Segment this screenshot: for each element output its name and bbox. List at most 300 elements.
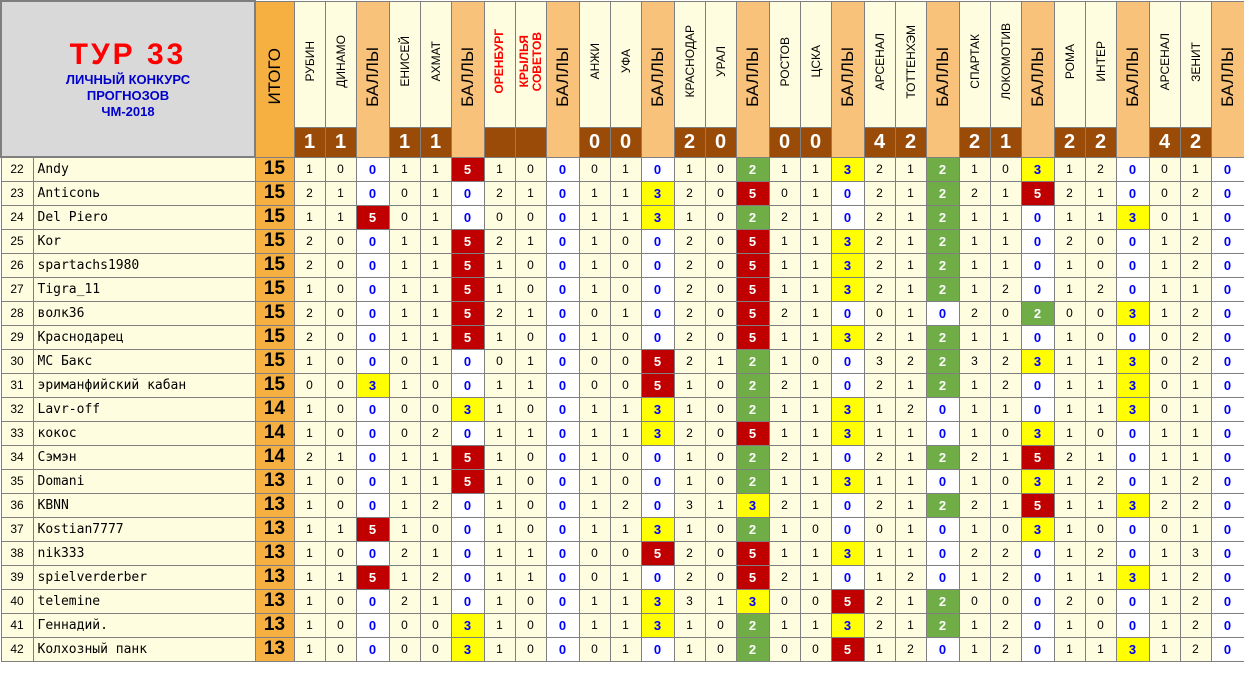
- match-points: 0: [1021, 253, 1054, 277]
- prediction-home: 1: [674, 637, 705, 661]
- match-points: 0: [451, 421, 484, 445]
- match-points: 0: [926, 421, 959, 445]
- prediction-away: 2: [1180, 325, 1211, 349]
- column-header-label: ЕНИСЕЙ: [397, 36, 412, 87]
- prediction-home: 0: [484, 205, 515, 229]
- column-header-label: ЛОКОМОТИВ: [998, 23, 1013, 100]
- prediction-home: 2: [674, 229, 705, 253]
- match-points: 3: [1116, 637, 1149, 661]
- match-points: 0: [356, 397, 389, 421]
- prediction-away: 1: [610, 589, 641, 613]
- prediction-away: 0: [325, 469, 356, 493]
- prediction-home: 3: [864, 349, 895, 373]
- prediction-home: 1: [769, 541, 800, 565]
- away-team-header: [1085, 1, 1116, 127]
- match-points: 3: [831, 421, 864, 445]
- prediction-away: 1: [420, 157, 451, 181]
- prediction-away: 2: [990, 349, 1021, 373]
- match-points: 5: [1021, 493, 1054, 517]
- table-row: [1, 205, 1244, 229]
- column-header-label: АРСЕНАЛ: [1157, 32, 1172, 91]
- prediction-home: 1: [959, 469, 990, 493]
- prediction-away: 1: [800, 301, 831, 325]
- prediction-home: 1: [389, 373, 420, 397]
- prediction-away: 1: [990, 325, 1021, 349]
- match-points: 0: [1116, 253, 1149, 277]
- prediction-home: 2: [1054, 589, 1085, 613]
- prediction-home: 1: [674, 469, 705, 493]
- prediction-home: 1: [389, 493, 420, 517]
- prediction-away: 0: [515, 589, 546, 613]
- prediction-away: 1: [515, 349, 546, 373]
- match-points: 3: [451, 613, 484, 637]
- match-points: 0: [356, 325, 389, 349]
- prediction-home: 1: [579, 253, 610, 277]
- match-points: 0: [1116, 469, 1149, 493]
- prediction-home: 1: [674, 373, 705, 397]
- prediction-home: 1: [959, 613, 990, 637]
- column-header-label: АХМАТ: [428, 41, 443, 82]
- prediction-away: 1: [610, 421, 641, 445]
- match-points: 0: [1116, 277, 1149, 301]
- prediction-home: 1: [484, 637, 515, 661]
- prediction-away: 0: [990, 157, 1021, 181]
- prediction-away: 0: [705, 277, 736, 301]
- match-points: 0: [546, 421, 579, 445]
- prediction-away: 0: [705, 613, 736, 637]
- prediction-away: 1: [800, 469, 831, 493]
- prediction-home: 1: [294, 349, 325, 373]
- prediction-home: 1: [769, 277, 800, 301]
- prediction-home: 1: [959, 205, 990, 229]
- prediction-home: 0: [389, 421, 420, 445]
- home-score: [484, 127, 515, 157]
- prediction-home: 1: [389, 301, 420, 325]
- match-points: 5: [451, 277, 484, 301]
- prediction-away: 0: [1085, 517, 1116, 541]
- prediction-home: 1: [674, 397, 705, 421]
- match-points: 2: [926, 277, 959, 301]
- total-points: 15: [255, 373, 294, 397]
- match-points: 5: [451, 469, 484, 493]
- match-points: 0: [546, 517, 579, 541]
- prediction-away: 0: [990, 421, 1021, 445]
- match-points: 5: [356, 565, 389, 589]
- prediction-home: 0: [389, 397, 420, 421]
- match-points: 0: [1116, 541, 1149, 565]
- prediction-away: 1: [1085, 205, 1116, 229]
- prediction-home: 1: [294, 637, 325, 661]
- prediction-home: 1: [484, 157, 515, 181]
- prediction-away: 0: [325, 301, 356, 325]
- prediction-home: 1: [1054, 373, 1085, 397]
- prediction-home: 2: [864, 373, 895, 397]
- match-points: 2: [926, 493, 959, 517]
- prediction-away: 1: [1180, 421, 1211, 445]
- match-points: 5: [736, 301, 769, 325]
- prediction-home: 2: [484, 301, 515, 325]
- home-team-header: [1149, 1, 1180, 127]
- prediction-home: 1: [864, 469, 895, 493]
- row-number: 36: [1, 493, 33, 517]
- match-points: 0: [1021, 373, 1054, 397]
- prediction-away: 1: [895, 373, 926, 397]
- away-team-header: [515, 1, 546, 127]
- prediction-away: 1: [895, 301, 926, 325]
- prediction-home: 0: [1149, 349, 1180, 373]
- prediction-away: 0: [515, 469, 546, 493]
- prediction-home: 2: [959, 181, 990, 205]
- match-points: 0: [831, 181, 864, 205]
- match-points: 0: [356, 613, 389, 637]
- prediction-away: 1: [1085, 397, 1116, 421]
- points-column-header: [831, 1, 864, 157]
- total-points: 13: [255, 565, 294, 589]
- prediction-away: 1: [895, 517, 926, 541]
- match-points: 0: [1021, 229, 1054, 253]
- table-row: [1, 301, 1244, 325]
- prediction-home: 1: [579, 421, 610, 445]
- match-points: 0: [546, 253, 579, 277]
- total-points: 13: [255, 493, 294, 517]
- table-row: [1, 565, 1244, 589]
- prediction-away: 1: [420, 253, 451, 277]
- prediction-home: 0: [579, 541, 610, 565]
- prediction-away: 1: [895, 469, 926, 493]
- away-score: 0: [800, 127, 831, 157]
- prediction-home: 1: [674, 445, 705, 469]
- match-points: 0: [1021, 613, 1054, 637]
- column-header-label: АРСЕНАЛ: [872, 32, 887, 91]
- match-points: 5: [831, 589, 864, 613]
- column-header-label: БАЛЛЫ: [1122, 46, 1142, 107]
- prediction-away: 1: [420, 469, 451, 493]
- prediction-away: 1: [515, 229, 546, 253]
- match-points: 0: [546, 565, 579, 589]
- prediction-home: 1: [1149, 421, 1180, 445]
- match-points: 0: [546, 301, 579, 325]
- prediction-home: 0: [959, 589, 990, 613]
- match-points: 3: [1116, 205, 1149, 229]
- participant-name: Kostian7777: [33, 517, 255, 541]
- match-points: 0: [1211, 397, 1244, 421]
- match-points: 0: [1211, 373, 1244, 397]
- prediction-away: 1: [610, 157, 641, 181]
- prediction-home: 1: [769, 397, 800, 421]
- participant-name: telemine: [33, 589, 255, 613]
- match-points: 0: [641, 253, 674, 277]
- column-header-label: КРЫЛЬЯ СОВЕТОВ: [516, 31, 544, 92]
- prediction-away: 1: [800, 229, 831, 253]
- match-points: 0: [546, 325, 579, 349]
- prediction-home: 1: [389, 445, 420, 469]
- match-points: 0: [356, 541, 389, 565]
- column-header-label: ЗЕНИТ: [1188, 41, 1203, 82]
- prediction-home: 0: [389, 349, 420, 373]
- match-points: 0: [546, 445, 579, 469]
- participant-name: nik333: [33, 541, 255, 565]
- prediction-away: 1: [1085, 181, 1116, 205]
- prediction-away: 0: [515, 397, 546, 421]
- match-points: 0: [451, 565, 484, 589]
- match-points: 0: [546, 229, 579, 253]
- prediction-away: 0: [515, 325, 546, 349]
- column-header-label: ИНТЕР: [1093, 41, 1108, 82]
- prediction-home: 2: [674, 325, 705, 349]
- row-number: 26: [1, 253, 33, 277]
- prediction-home: 2: [864, 613, 895, 637]
- match-points: 0: [1211, 253, 1244, 277]
- prediction-away: 0: [610, 253, 641, 277]
- prediction-home: 0: [1149, 157, 1180, 181]
- match-points: 0: [356, 253, 389, 277]
- prediction-away: 3: [1180, 541, 1211, 565]
- row-number: 34: [1, 445, 33, 469]
- prediction-home: 2: [389, 541, 420, 565]
- contest-subtitle-1: ЛИЧНЫЙ КОНКУРС: [65, 72, 191, 87]
- prediction-away: 1: [515, 301, 546, 325]
- prediction-away: 0: [325, 637, 356, 661]
- prediction-home: 1: [484, 397, 515, 421]
- prediction-home: 2: [864, 181, 895, 205]
- prediction-home: 1: [959, 229, 990, 253]
- match-points: 2: [736, 445, 769, 469]
- away-team-header: [705, 1, 736, 127]
- prediction-home: 0: [1054, 301, 1085, 325]
- home-score: 2: [1054, 127, 1085, 157]
- contest-subtitle-3: ЧМ-2018: [101, 104, 155, 119]
- row-number: 42: [1, 637, 33, 661]
- home-score: 2: [674, 127, 705, 157]
- prediction-home: 1: [1149, 565, 1180, 589]
- prediction-away: 0: [325, 349, 356, 373]
- prediction-away: 0: [990, 301, 1021, 325]
- prediction-home: 0: [579, 157, 610, 181]
- prediction-away: 1: [800, 445, 831, 469]
- prediction-away: 1: [420, 301, 451, 325]
- total-points: 15: [255, 253, 294, 277]
- column-header-label: БАЛЛЫ: [552, 46, 572, 107]
- prediction-home: 1: [579, 493, 610, 517]
- match-points: 3: [736, 493, 769, 517]
- match-points: 5: [736, 277, 769, 301]
- match-points: 3: [1021, 349, 1054, 373]
- prediction-away: 1: [895, 205, 926, 229]
- prediction-away: 1: [895, 613, 926, 637]
- match-points: 5: [451, 253, 484, 277]
- prediction-home: 2: [674, 565, 705, 589]
- match-points: 0: [926, 517, 959, 541]
- prediction-away: 0: [325, 325, 356, 349]
- table-row: [1, 349, 1244, 373]
- prediction-away: 1: [895, 541, 926, 565]
- prediction-home: 1: [769, 613, 800, 637]
- table-row: [1, 469, 1244, 493]
- prediction-away: 1: [1180, 445, 1211, 469]
- away-score: 1: [325, 127, 356, 157]
- prediction-home: 1: [1054, 421, 1085, 445]
- prediction-home: 2: [959, 541, 990, 565]
- prediction-away: 1: [1180, 517, 1211, 541]
- prediction-away: 0: [705, 517, 736, 541]
- prediction-away: 1: [1085, 373, 1116, 397]
- prediction-away: 1: [800, 253, 831, 277]
- prediction-away: 0: [800, 589, 831, 613]
- prediction-away: 2: [1085, 541, 1116, 565]
- prediction-away: 0: [325, 613, 356, 637]
- row-number: 27: [1, 277, 33, 301]
- prediction-home: 1: [294, 277, 325, 301]
- away-team-header: [990, 1, 1021, 127]
- prediction-home: 2: [864, 157, 895, 181]
- prediction-home: 2: [864, 253, 895, 277]
- prediction-home: 2: [959, 493, 990, 517]
- participant-name: кокос: [33, 421, 255, 445]
- row-number: 41: [1, 613, 33, 637]
- match-points: 0: [356, 181, 389, 205]
- row-number: 33: [1, 421, 33, 445]
- row-number: 28: [1, 301, 33, 325]
- total-points: 13: [255, 469, 294, 493]
- prediction-home: 2: [864, 229, 895, 253]
- match-points: 0: [546, 205, 579, 229]
- participant-name: Domani: [33, 469, 255, 493]
- prediction-away: 2: [990, 613, 1021, 637]
- match-points: 5: [451, 157, 484, 181]
- match-points: 0: [1116, 181, 1149, 205]
- prediction-home: 1: [1054, 325, 1085, 349]
- match-points: 0: [926, 637, 959, 661]
- prediction-away: 1: [610, 181, 641, 205]
- prediction-home: 1: [864, 637, 895, 661]
- match-points: 2: [736, 373, 769, 397]
- match-points: 5: [451, 301, 484, 325]
- prediction-away: 2: [610, 493, 641, 517]
- match-points: 3: [831, 325, 864, 349]
- prediction-away: 1: [610, 517, 641, 541]
- prediction-home: 1: [389, 517, 420, 541]
- prediction-away: 1: [420, 589, 451, 613]
- prediction-away: 0: [515, 517, 546, 541]
- match-points: 3: [831, 541, 864, 565]
- prediction-home: 1: [579, 181, 610, 205]
- prediction-away: 0: [420, 397, 451, 421]
- match-points: 0: [1211, 301, 1244, 325]
- match-points: 3: [451, 397, 484, 421]
- match-points: 3: [641, 517, 674, 541]
- prediction-home: 1: [294, 517, 325, 541]
- prediction-home: 1: [864, 397, 895, 421]
- prediction-home: 2: [674, 541, 705, 565]
- match-points: 0: [1211, 613, 1244, 637]
- prediction-away: 2: [1180, 469, 1211, 493]
- prediction-away: 0: [515, 253, 546, 277]
- prediction-away: 1: [800, 277, 831, 301]
- prediction-away: 0: [610, 349, 641, 373]
- prediction-away: 0: [705, 373, 736, 397]
- prediction-home: 1: [1054, 277, 1085, 301]
- table-row: [1, 157, 1244, 181]
- prediction-away: 0: [325, 589, 356, 613]
- prediction-away: 0: [705, 637, 736, 661]
- header-row: [1, 1, 1244, 127]
- prediction-home: 3: [959, 349, 990, 373]
- prediction-away: 0: [705, 181, 736, 205]
- tour-title: ТУР 33: [69, 38, 187, 71]
- participant-name: Краснодарец: [33, 325, 255, 349]
- home-team-header: [484, 1, 515, 127]
- prediction-away: 1: [705, 493, 736, 517]
- prediction-away: 0: [325, 421, 356, 445]
- prediction-away: 0: [515, 613, 546, 637]
- prediction-away: 0: [990, 469, 1021, 493]
- row-number: 23: [1, 181, 33, 205]
- match-points: 0: [641, 445, 674, 469]
- prediction-home: 1: [1054, 469, 1085, 493]
- match-points: 5: [451, 325, 484, 349]
- prediction-home: 0: [1149, 325, 1180, 349]
- match-points: 0: [1211, 229, 1244, 253]
- match-points: 2: [736, 349, 769, 373]
- prediction-away: 0: [705, 445, 736, 469]
- prediction-away: 2: [1085, 157, 1116, 181]
- match-points: 2: [736, 469, 769, 493]
- prediction-home: 3: [674, 589, 705, 613]
- table-row: [1, 493, 1244, 517]
- prediction-away: 1: [800, 493, 831, 517]
- row-number: 37: [1, 517, 33, 541]
- match-points: 5: [641, 349, 674, 373]
- prediction-home: 1: [1054, 613, 1085, 637]
- prediction-away: 1: [515, 373, 546, 397]
- prediction-home: 3: [674, 493, 705, 517]
- prediction-home: 1: [1054, 565, 1085, 589]
- match-points: 0: [356, 589, 389, 613]
- participant-name: Геннадий.: [33, 613, 255, 637]
- prediction-home: 1: [579, 469, 610, 493]
- prediction-away: 0: [1085, 589, 1116, 613]
- column-header-label: ДИНАМО: [333, 35, 348, 88]
- prediction-away: 2: [1180, 229, 1211, 253]
- prediction-home: 1: [484, 565, 515, 589]
- match-points: 0: [1021, 205, 1054, 229]
- prediction-away: 1: [325, 565, 356, 589]
- prediction-home: 0: [389, 637, 420, 661]
- prediction-away: 0: [610, 277, 641, 301]
- prediction-home: 1: [484, 613, 515, 637]
- away-team-header: [420, 1, 451, 127]
- prediction-home: 0: [579, 373, 610, 397]
- match-points: 3: [831, 229, 864, 253]
- prediction-away: 1: [610, 301, 641, 325]
- prediction-home: 2: [294, 325, 325, 349]
- prediction-away: 1: [1180, 397, 1211, 421]
- prediction-home: 2: [1054, 229, 1085, 253]
- prediction-home: 1: [674, 613, 705, 637]
- prediction-away: 1: [515, 565, 546, 589]
- match-points: 3: [356, 373, 389, 397]
- participant-name: spielverderber: [33, 565, 255, 589]
- prediction-away: 2: [1180, 253, 1211, 277]
- match-points: 3: [1116, 397, 1149, 421]
- match-points: 0: [451, 373, 484, 397]
- match-points: 0: [546, 277, 579, 301]
- prediction-home: 2: [1149, 493, 1180, 517]
- match-points: 2: [736, 637, 769, 661]
- prediction-home: 0: [579, 565, 610, 589]
- prediction-home: 1: [769, 253, 800, 277]
- table-row: [1, 637, 1244, 661]
